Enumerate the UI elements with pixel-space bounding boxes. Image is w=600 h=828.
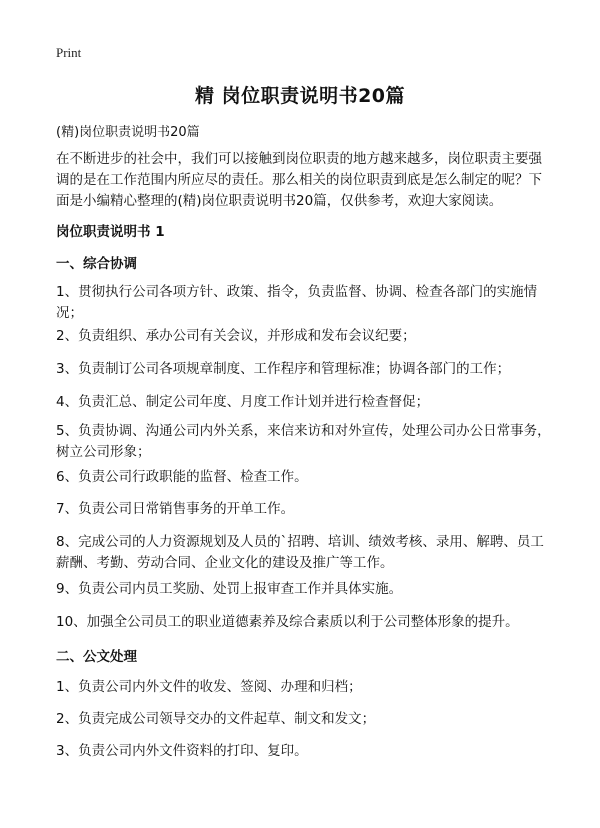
section-title: 岗位职责说明书 1 (56, 224, 165, 240)
document-subtitle: (精)岗位职责说明书20篇 (56, 125, 200, 140)
list-item: 2、负责完成公司领导交办的文件起草、制文和发文； (56, 711, 376, 727)
list-item: 3、负责公司内外文件资料的打印、复印。 (56, 743, 308, 759)
list-item: 5、负责协调、沟通公司内外关系，来信来访和对外宣传，处理公司办公日常事务，树立公司形象； (56, 423, 551, 460)
document-title: 精 岗位职责说明书20篇 (194, 85, 406, 107)
list-item: 8、完成公司的人力资源规划及人员的`招聘、培训、绩效考核、录用、解聘、员工薪酬、考勤、劳动合同、企业文化的建设及推广等工作。 (56, 534, 544, 571)
list-item: 9、负责公司内员工奖励、处罚上报审查工作并具体实施。 (56, 581, 403, 597)
list-item: 7、负责公司日常销售事务的开单工作。 (56, 501, 295, 517)
list-item: 3、负责制订公司各项规章制度、工作程序和管理标准；协调各部门的工作； (56, 361, 511, 377)
print-label: Print (56, 45, 82, 60)
part2-heading: 二、公文处理 (56, 649, 137, 665)
list-item: 1、负责公司内外文件的收发、签阅、办理和归档； (56, 679, 362, 695)
part1-heading: 一、综合协调 (56, 256, 137, 272)
list-item: 2、负责组织、承办公司有关会议，并形成和发布会议纪要； (56, 328, 416, 344)
intro-paragraph: 在不断进步的社会中，我们可以接触到岗位职责的地方越来越多，岗位职责主要强调的是在工作范围内所应尽的责任。那么相关的岗位职责到底是怎么制定的呢？下面是小编精心整理的(精)岗位职责说明书20篇，仅供参考，欢迎大家阅读。 (56, 151, 542, 209)
list-item: 6、负责公司行政职能的监督、检查工作。 (56, 469, 308, 485)
list-item: 10、加强全公司员工的职业道德素养及综合素质以利于公司整体形象的提升。 (56, 614, 519, 630)
list-item: 1、贯彻执行公司各项方针、政策、指令，负责监督、协调、检查各部门的实施情况； (56, 284, 538, 321)
list-item: 4、负责汇总、制定公司年度、月度工作计划并进行检查督促； (56, 394, 430, 410)
